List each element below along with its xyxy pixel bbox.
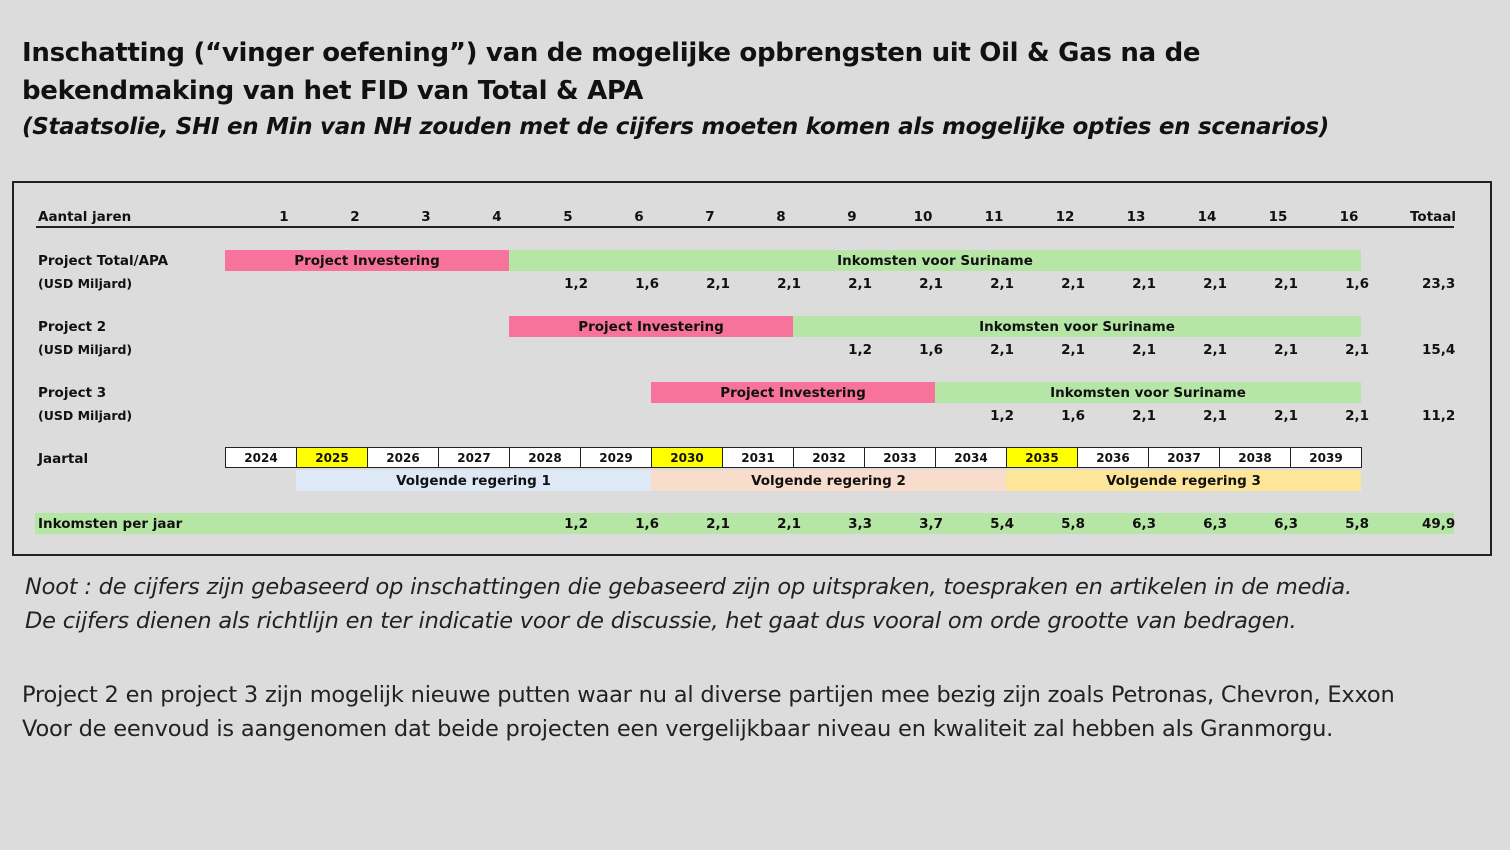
- calendar-year-cell: 2036: [1077, 447, 1149, 468]
- year-number: 9: [847, 209, 857, 225]
- inkomsten-bar: Inkomsten voor Suriname: [935, 382, 1361, 403]
- project-value: 1,2: [990, 408, 1014, 424]
- page-title-line-1: Inschatting (“vinger oefening”) van de mogelijke opbrengsten uit Oil & Gas na de: [22, 38, 1201, 68]
- estimate-table-frame: [12, 181, 1492, 556]
- calendar-year-cell: 2031: [722, 447, 794, 468]
- income-per-year-band: [35, 513, 1454, 534]
- page-subtitle: (Staatsolie, SHI en Min van NH zouden met de cijfers moeten komen als mogelijke opties en scenarios): [22, 114, 1330, 140]
- government-period: Volgende regering 1: [296, 470, 651, 491]
- project-value: 1,2: [848, 342, 872, 358]
- project-value: 2,1: [1132, 342, 1156, 358]
- jaartal-label: Jaartal: [38, 451, 89, 467]
- unit-label: (USD Miljard): [38, 342, 133, 357]
- year-number: 8: [776, 209, 786, 225]
- header-divider: [36, 226, 1454, 228]
- project-value: 2,1: [1203, 342, 1227, 358]
- year-number: 7: [705, 209, 715, 225]
- project-investering-bar: Project Investering: [225, 250, 509, 271]
- project-total: 11,2: [1422, 408, 1456, 424]
- year-number: 12: [1055, 209, 1075, 225]
- year-number: 2: [350, 209, 360, 225]
- calendar-year-cell: 2030: [651, 447, 723, 468]
- project-value: 2,1: [1132, 276, 1156, 292]
- calendar-year-cell: 2029: [580, 447, 652, 468]
- year-number: 1: [279, 209, 289, 225]
- page-title-line-2: bekendmaking van het FID van Total & APA: [22, 76, 644, 106]
- calendar-year-cell: 2032: [793, 447, 865, 468]
- project-investering-bar: Project Investering: [509, 316, 793, 337]
- government-period: Volgende regering 2: [651, 470, 1006, 491]
- project-value: 2,1: [919, 276, 943, 292]
- income-value: 2,1: [706, 516, 730, 532]
- calendar-year-cell: 2037: [1148, 447, 1220, 468]
- note-line-2: De cijfers dienen als richtlijn en ter indicatie voor de discussie, het gaat dus vooral om orde grootte van bedragen.: [25, 608, 1297, 634]
- calendar-year-cell: 2034: [935, 447, 1007, 468]
- project-name: Project 2: [38, 319, 107, 335]
- project-value: 2,1: [1203, 408, 1227, 424]
- income-value: 5,8: [1345, 516, 1369, 532]
- project-value: 2,1: [848, 276, 872, 292]
- project-value: 2,1: [990, 276, 1014, 292]
- project-total: 15,4: [1422, 342, 1456, 358]
- project-value: 1,6: [635, 276, 659, 292]
- project-value: 2,1: [1132, 408, 1156, 424]
- project-value: 2,1: [706, 276, 730, 292]
- year-number: 5: [563, 209, 573, 225]
- income-value: 3,3: [848, 516, 872, 532]
- year-number: 14: [1197, 209, 1217, 225]
- project-value: 1,6: [1345, 276, 1369, 292]
- project-investering-bar: Project Investering: [651, 382, 935, 403]
- income-value: 5,8: [1061, 516, 1085, 532]
- project-name: Project Total/APA: [38, 253, 169, 269]
- calendar-year-cell: 2027: [438, 447, 510, 468]
- income-value: 5,4: [990, 516, 1014, 532]
- paragraph-line-1: Project 2 en project 3 zijn mogelijk nieuwe putten waar nu al diverse partijen mee bezig zijn zoals Petronas, Chevron, Exxon: [22, 682, 1395, 708]
- calendar-year-cell: 2028: [509, 447, 581, 468]
- calendar-year-cell: 2033: [864, 447, 936, 468]
- calendar-year-cell: 2024: [225, 447, 297, 468]
- project-value: 2,1: [990, 342, 1014, 358]
- calendar-year-cell: 2025: [296, 447, 368, 468]
- income-value: 6,3: [1203, 516, 1227, 532]
- total-label: Totaal: [1410, 209, 1456, 225]
- year-number: 4: [492, 209, 502, 225]
- year-number: 15: [1268, 209, 1288, 225]
- income-value: 2,1: [777, 516, 801, 532]
- income-per-year-label: Inkomsten per jaar: [38, 516, 183, 532]
- project-value: 2,1: [1061, 276, 1085, 292]
- calendar-year-cell: 2038: [1219, 447, 1291, 468]
- project-value: 2,1: [1345, 342, 1369, 358]
- paragraph-line-2: Voor de eenvoud is aangenomen dat beide projecten een vergelijkbaar niveau en kwaliteit zal hebben als Granmorgu.: [22, 716, 1334, 742]
- project-value: 1,2: [564, 276, 588, 292]
- project-value: 2,1: [1061, 342, 1085, 358]
- years-count-label: Aantal jaren: [38, 209, 132, 225]
- project-name: Project 3: [38, 385, 107, 401]
- income-value: 3,7: [919, 516, 943, 532]
- project-value: 2,1: [1274, 276, 1298, 292]
- inkomsten-bar: Inkomsten voor Suriname: [793, 316, 1361, 337]
- note-line-1: Noot : de cijfers zijn gebaseerd op inschattingen die gebaseerd zijn op uitspraken, toespraken en artikelen in de media.: [25, 574, 1352, 600]
- project-value: 1,6: [919, 342, 943, 358]
- calendar-year-cell: 2039: [1290, 447, 1362, 468]
- project-value: 2,1: [1274, 342, 1298, 358]
- income-value: 6,3: [1274, 516, 1298, 532]
- inkomsten-bar: Inkomsten voor Suriname: [509, 250, 1361, 271]
- year-number: 3: [421, 209, 431, 225]
- year-number: 6: [634, 209, 644, 225]
- income-value: 1,2: [564, 516, 588, 532]
- project-value: 2,1: [1274, 408, 1298, 424]
- government-period: Volgende regering 3: [1006, 470, 1361, 491]
- project-value: 2,1: [1203, 276, 1227, 292]
- note-block: [25, 570, 1352, 638]
- calendar-year-cell: 2035: [1006, 447, 1078, 468]
- calendar-year-cell: 2026: [367, 447, 439, 468]
- project-value: 2,1: [1345, 408, 1369, 424]
- income-total: 49,9: [1422, 516, 1456, 532]
- income-value: 1,6: [635, 516, 659, 532]
- year-number: 11: [984, 209, 1004, 225]
- project-value: 1,6: [1061, 408, 1085, 424]
- year-number: 13: [1126, 209, 1146, 225]
- unit-label: (USD Miljard): [38, 408, 133, 423]
- page-title-block: [22, 34, 1422, 144]
- unit-label: (USD Miljard): [38, 276, 133, 291]
- year-number: 10: [913, 209, 933, 225]
- project-value: 2,1: [777, 276, 801, 292]
- year-number: 16: [1339, 209, 1359, 225]
- income-value: 6,3: [1132, 516, 1156, 532]
- explanation-paragraph: [22, 678, 1395, 746]
- project-total: 23,3: [1422, 276, 1456, 292]
